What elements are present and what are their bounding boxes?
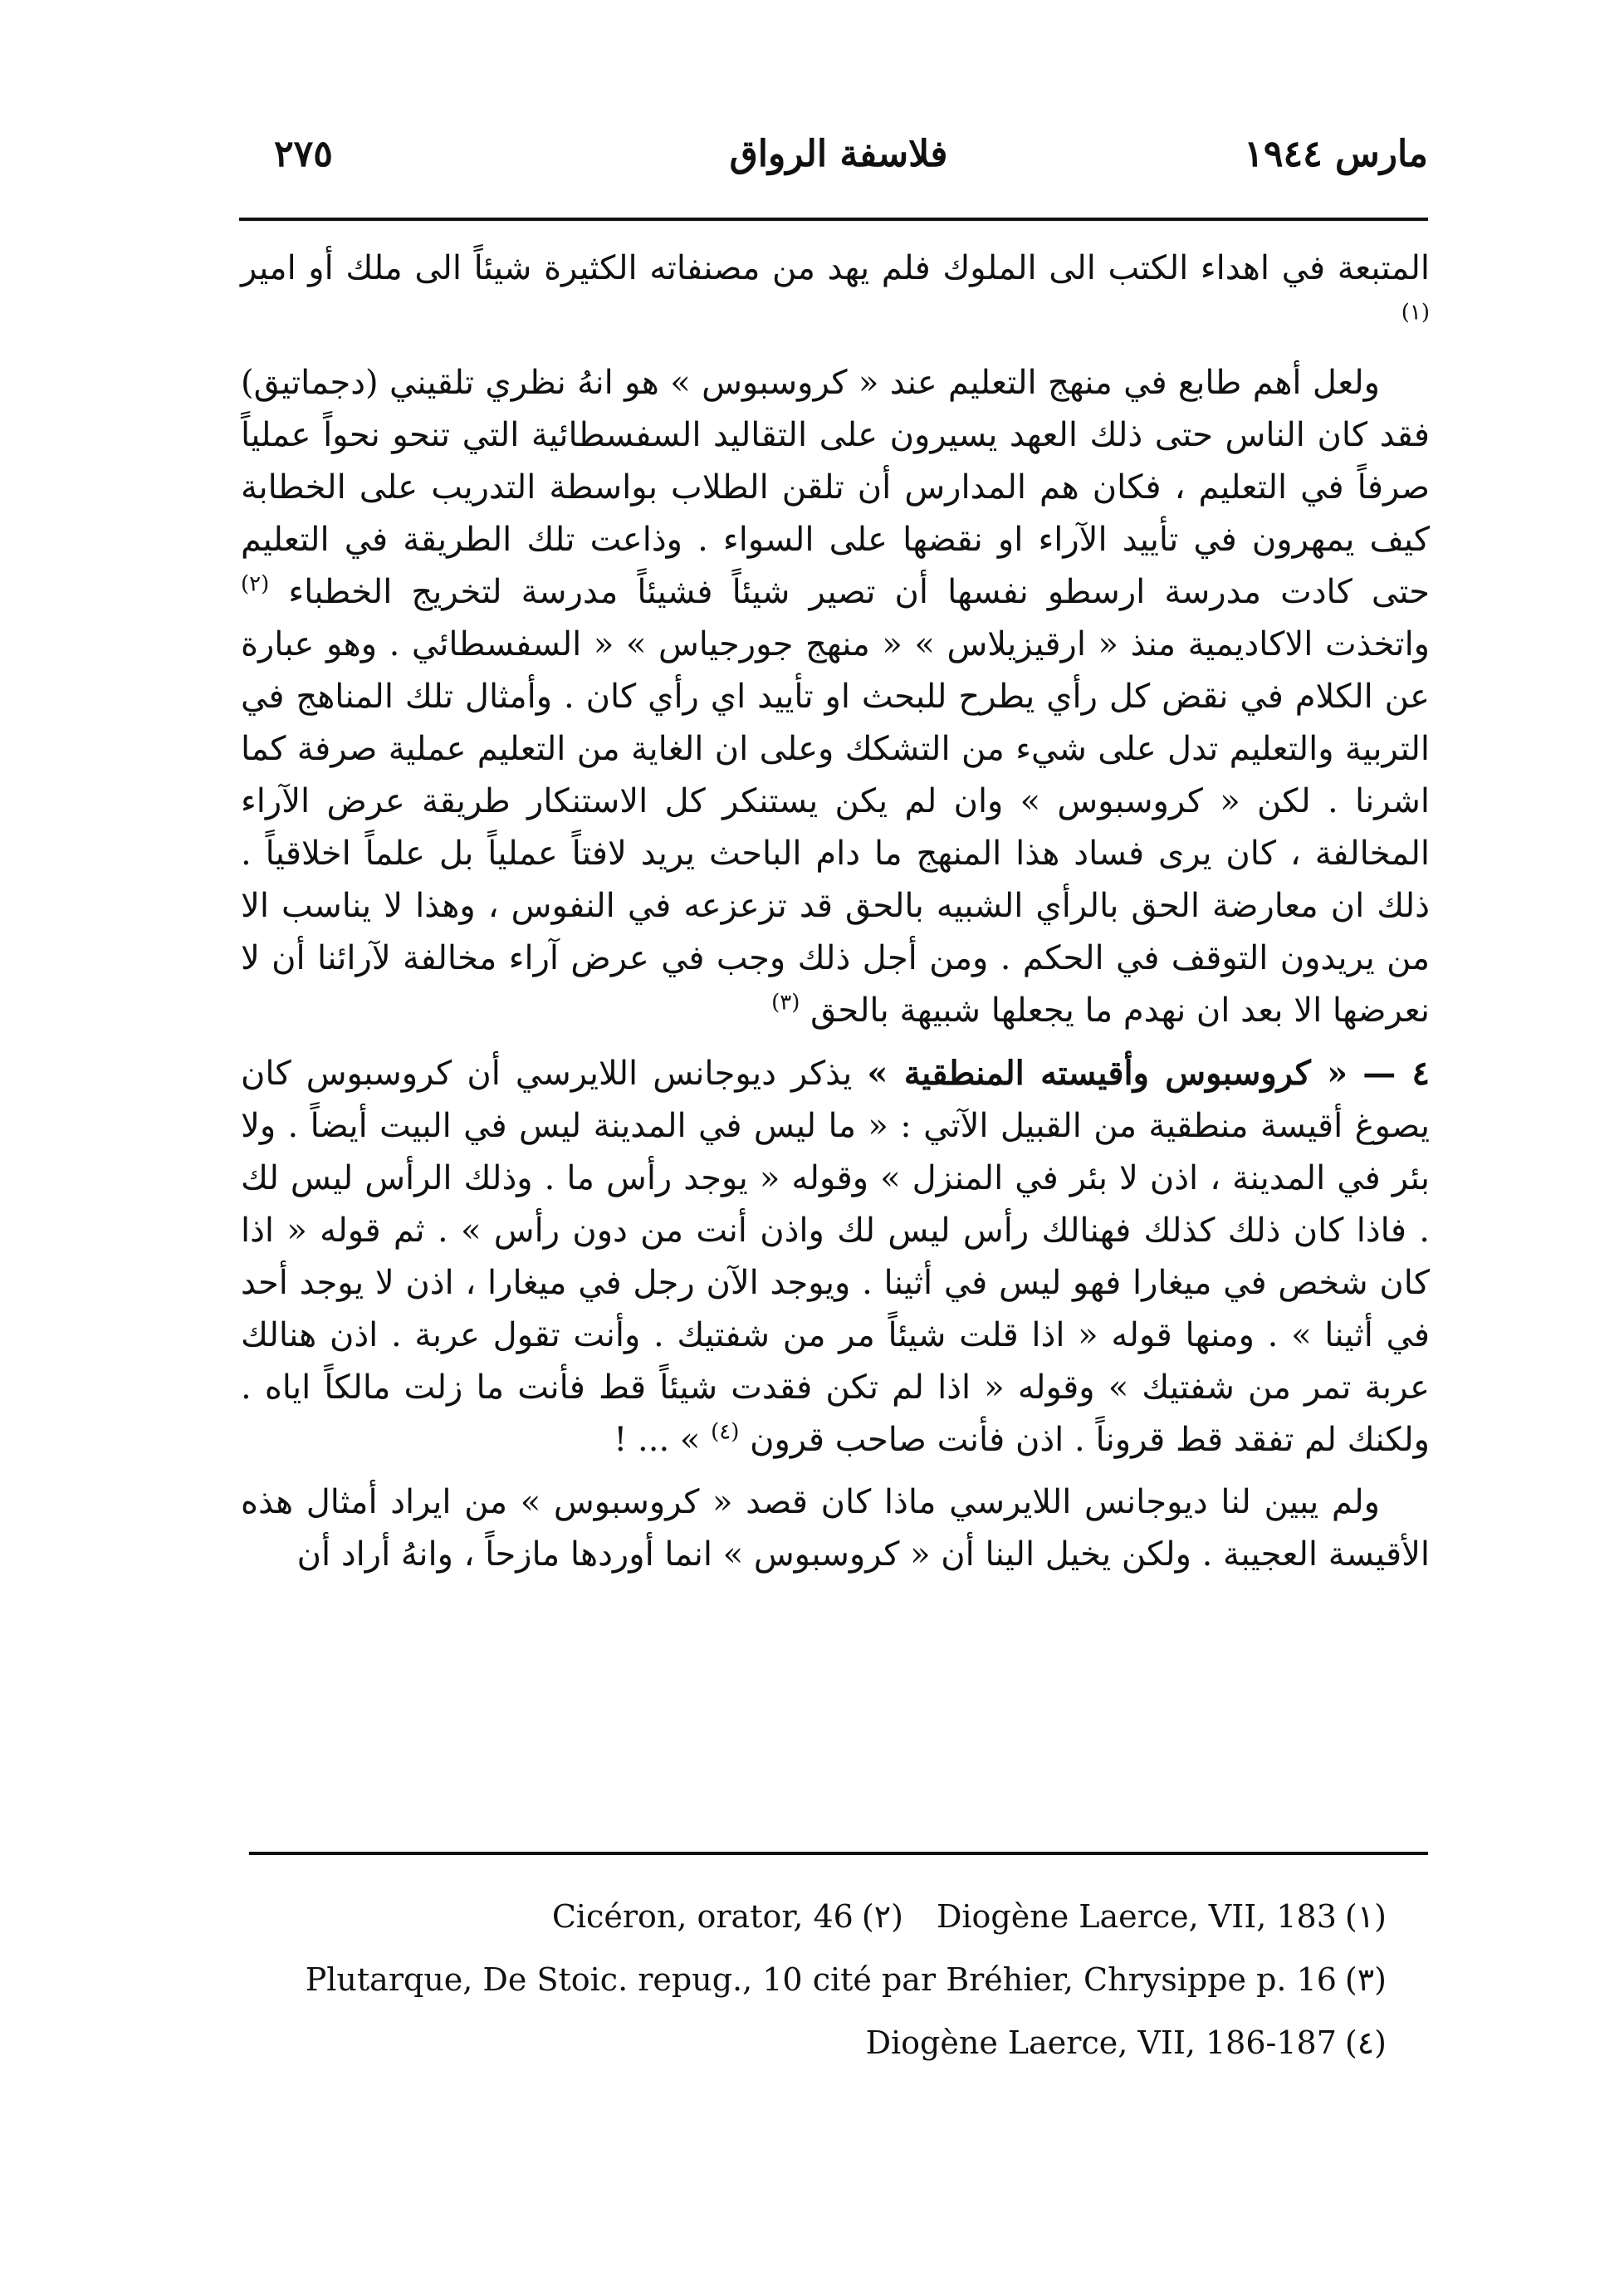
paragraph-1: المتبعة في اهداء الكتب الى الملوك فلم يهد من مصنفاته الكثيرة شيئاً الى ملك أو امير $^{(١)}$ — [241, 249, 1431, 326]
footnote-2: Cicéron, orator, 46 (٢) — [551, 1898, 903, 1935]
footnote-rule — [249, 1852, 1428, 1855]
footnote-4: Diogène Laerce, VII, 186-187 (٤) — [865, 2024, 1387, 2061]
header-date: مارس ١٩٤٤ — [1244, 133, 1428, 175]
footnotes — [249, 1885, 1387, 2074]
section-number: ٤ — — [1362, 1054, 1431, 1093]
header-title: فلاسفة الرواق — [729, 133, 948, 175]
footnote-line-2 — [249, 1948, 1387, 2011]
footnote-3: Plutarque, De Stoic. repug., 10 cité par Bréhier, Chrysippe p. 16 (٣) — [305, 1961, 1387, 1998]
footnote-ref-1: (١) — [1401, 300, 1430, 326]
footnote-ref-2: (٢) — [241, 571, 270, 597]
section-4: ٤ — « كروسبوس وأقيسته المنطقية » يذكر ديوجانس اللايرسي أن كروسبوس كان يصوغ أقيسة منطقية من القبيل الآتي : « ما ليس في المدينة ليس في البيت أيضاً . ولا بئر في المدينة ، اذن لا بئر في المنزل » وقوله « يوجد رأس ما . وذلك الرأس ليس لك . فاذا كان ذلك كذلك فهنالك رأس ليس لك واذن أنت من دون رأس » . ثم قوله « اذا كان شخص في ميغارا فهو ليس في أثينا . ويوجد الآن رجل في ميغارا ، اذن لا يوجد أحد في أثينا » . ومنها قوله « اذا قلت شيئاً مر من شفتيك . وأنت تقول عربة . اذن هنالك عربة تمر من شفتيك » وقوله « اذا لم تكن فقدت شيئاً قط فأنت ما زلت مالكاً اياه . ولكنك لم تفقد قط قروناً . اذن فأنت صاحب قرون $^{(٤)}$ » ... ! — [241, 1054, 1431, 1459]
paragraph-2: ولعل أهم طابع في منهج التعليم عند « كروسبوس » هو انهُ نظري تلقيني (دجماتيق) فقد كان الناس حتى ذلك العهد يسيرون على التقاليد السفسطائية التي تنحو نحواً عملياً صرفاً في التعليم ، فكان هم المدارس أن تلقن الطلاب بواسطة التدريب على الخطابة كيف يمهرون في تأييد الآراء او نقضها على السواء . وذاعت تلك الطريقة في التعليم حتى كادت مدرسة ارسطو نفسها أن تصير شيئاً فشيئاً مدرسة لتخريج الخطباء $^{(٢)}$ واتخذت الاكاديمية منذ « ارقيزيلاس » « منهج جورجياس » « السفسطائي . وهو عبارة عن الكلام في نقض كل رأي يطرح للبحث او تأييد اي رأي كان . وأمثال تلك المناهج في التربية والتعليم تدل على شيء من التشكك وعلى ان الغاية من التعليم عملية صرفة كما اشرنا . لكن « كروسبوس » وان لم يكن يستنكر كل الاستنكار طريقة عرض الآراء المخالفة ، كان يرى فساد هذا المنهج ما دام الباحث يريد لافتاً عملياً بل علماً اخلاقياً . ذلك ان معارضة الحق بالرأي الشبيه بالحق قد تزعزعه في النفوس ، وهذا لا يناسب الا من يريدون التوقف في الحكم . ومن أجل ذلك وجب في عرض آراء مخالفة لآرائنا أن لا نعرضها الا بعد ان نهدم ما يجعلها شبيهة بالحق $^{(٣)}$ — [241, 364, 1430, 1030]
footnote-line-1 — [249, 1885, 1387, 1948]
footnote-1: Diogène Laerce, VII, 183 (١) — [936, 1898, 1387, 1935]
footnote-ref-4: (٤) — [711, 1419, 740, 1445]
footnote-ref-3: (٣) — [771, 990, 800, 1016]
footnote-line-3 — [249, 2011, 1387, 2074]
page-number: ٢٧٥ — [274, 133, 333, 175]
body-text — [241, 242, 1430, 1591]
paragraph-5: ولم يبين لنا ديوجانس اللايرسي ماذا كان قصد « كروسبوس » من ايراد أمثال هذه الأقيسة العجيبة . ولكن يخيل الينا أن « كروسبوس » انما أوردها مازحاً ، وانهُ أراد أن — [241, 1483, 1430, 1574]
header-rule — [239, 218, 1428, 221]
page-header — [249, 133, 1428, 191]
section-title: « كروسبوس وأقيسته المنطقية » — [867, 1054, 1348, 1093]
